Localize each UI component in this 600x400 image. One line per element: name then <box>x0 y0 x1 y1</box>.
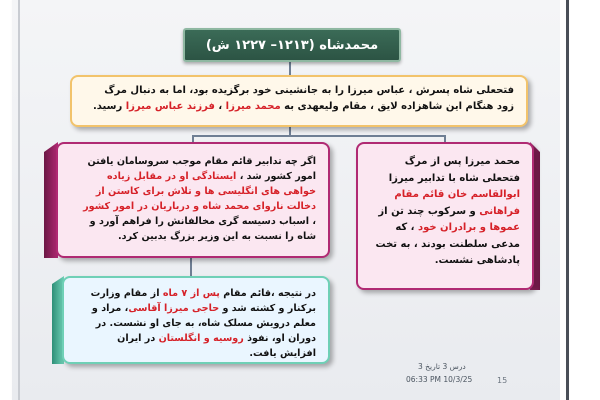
bottom-box-segment: در نتیجه ،قائم مقام <box>219 288 316 299</box>
top-box-segment: ، <box>214 101 226 112</box>
right-box-segment: محمد میرزا پس از مرگ فتحعلی شاه با تدابیر میرزا <box>388 156 520 184</box>
top-box-segment: فرزند عباس میرزا <box>125 101 215 112</box>
scroll-divider <box>566 0 569 400</box>
bottom-box-segment: روسیه و انگلستان <box>158 333 244 344</box>
bottom-box-segment: پس از ۷ ماه <box>162 288 220 299</box>
right-box-segment: ، که مدعی سلطنت بودند ، به تخت پادشاهی نشست. <box>375 222 520 266</box>
left-box-segment: ، اسباب دسیسه گری مخالفانش را فراهم آورد و شاه را نسبت به این وزیر بزرگ بدبین کرد. <box>89 216 316 242</box>
right-box-segment: عموها و برادران خود <box>417 222 520 233</box>
intro-box <box>70 75 528 127</box>
footer-datetime: 06:33 PM 10/3/25 <box>406 375 473 384</box>
connector-left-to-bottom <box>190 258 192 276</box>
top-box-segment: فتحعلی شاه پسرش ، عباس میرزا را به جانشینی خود برگزیده بود، اما به دنبال مرگ زود هنگام این شاهزاده لایق ، مقام ولیعهدی به <box>104 85 514 112</box>
bottom-box-segment: از مقام وزارت برکنار و کشته شد و <box>90 288 316 314</box>
connector-title-to-top <box>289 60 291 75</box>
left-box-segment: ایستادگی او در مقابل زیاده خواهی های انگلیسی ها و تلاش برای کاستن از دخالت ناروای محمد شاه و درباریان در امور کشور <box>83 171 316 212</box>
page-number: 15 <box>497 376 508 385</box>
mohammad-mirza-accession-box <box>356 142 534 290</box>
connector-horizontal <box>192 135 446 137</box>
consequence-box <box>62 276 330 364</box>
footer-lesson-label: درس 3 تاریخ 3 <box>418 362 466 371</box>
bottom-box-segment: حاجی میرزا آقاسی <box>128 303 220 314</box>
left-box-segment: اگر چه تدابیر قائم مقام موجب سروسامان یافتن امور کشور شد ، <box>87 156 316 182</box>
top-box-segment: رسید. <box>92 101 126 112</box>
diagram-title: محمدشاه (۱۲۱۳– ۱۲۲۷ ش) <box>183 28 401 62</box>
bottom-box-segment: ، مراد و معلم درویش مسلک شاه، به جای او نشست. در دوران او، نفوذ <box>91 303 316 344</box>
top-box-segment: محمد میرزا <box>225 101 281 112</box>
bottom-box-segment: در ایران افزایش یافت. <box>117 333 316 359</box>
qaem-magham-measures-box <box>56 142 330 258</box>
right-box-segment: ابوالقاسم خان قائم مقام فراهانی <box>394 189 520 217</box>
slide-left-border <box>18 0 20 400</box>
right-box-segment: و سرکوب چند تن از <box>378 205 480 217</box>
